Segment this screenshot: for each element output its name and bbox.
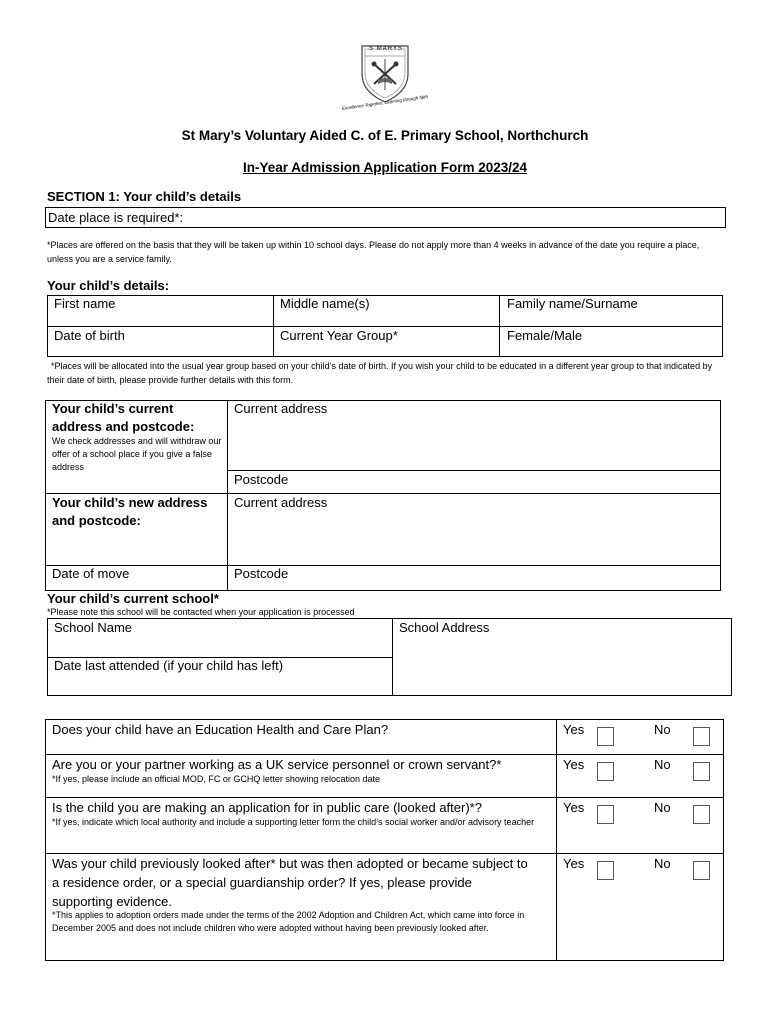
school-name: St Mary’s Voluntary Aided C. of E. Primary School, Northchurch bbox=[181, 128, 589, 143]
no-label: No bbox=[654, 856, 671, 871]
service-yes-checkbox[interactable] bbox=[597, 762, 614, 781]
date-required-field[interactable] bbox=[45, 207, 726, 228]
middle-names-field[interactable]: Middle name(s) bbox=[280, 296, 370, 311]
question-previously-looked-after: Was your child previously looked after* but was then adopted or became subject to a residence order, or a special guardianship order? If yes, please provide supporting evidence. bbox=[52, 856, 528, 909]
service-personnel-note: *If yes, please include an official MOD, FC or GCHQ letter showing relocation date bbox=[52, 774, 380, 784]
public-care-yes-checkbox[interactable] bbox=[597, 805, 614, 824]
no-label: No bbox=[654, 722, 671, 737]
section1-heading: SECTION 1: Your child’s details bbox=[47, 189, 242, 204]
new-address-heading: Your child’s new address and postcode: bbox=[52, 495, 208, 528]
year-group-field[interactable]: Current Year Group* bbox=[280, 328, 398, 343]
current-address-heading: Your child’s current address and postcode: bbox=[52, 401, 195, 434]
date-last-attended-field[interactable]: Date last attended (if your child has left) bbox=[54, 658, 284, 673]
logo-top-text: S MARYS bbox=[369, 46, 403, 52]
first-name-field[interactable]: First name bbox=[54, 296, 116, 311]
ehcp-yes-checkbox[interactable] bbox=[597, 727, 614, 746]
ehcp-no-checkbox[interactable] bbox=[693, 727, 710, 746]
question-service-personnel: Are you or your partner working as a UK service personnel or crown servant?* bbox=[52, 757, 502, 772]
public-care-no-checkbox[interactable] bbox=[693, 805, 710, 824]
school-name-field[interactable]: School Name bbox=[54, 620, 133, 635]
yes-label: Yes bbox=[563, 800, 585, 815]
new-postcode-field[interactable]: Postcode bbox=[234, 566, 289, 581]
date-required-label: Date place is required*: bbox=[48, 210, 184, 225]
yes-label: Yes bbox=[563, 856, 585, 871]
current-postcode-field[interactable]: Postcode bbox=[234, 472, 289, 487]
child-details-heading: Your child’s details: bbox=[47, 278, 170, 293]
school-logo bbox=[330, 40, 440, 120]
gender-field[interactable]: Female/Male bbox=[507, 328, 583, 343]
yes-label: Yes bbox=[563, 722, 585, 737]
public-care-note: *If yes, indicate which local authority and include a supporting letter form the child’s social worker and/or advisory teacher bbox=[52, 817, 535, 827]
service-no-checkbox[interactable] bbox=[693, 762, 710, 781]
places-note: *Places are offered on the basis that they will be taken up within 10 school days. Please do not apply more than 4 weeks in advance of the date you require a place, unless you are a service family. bbox=[47, 240, 700, 264]
previously-looked-after-note: *This applies to adoption orders made under the terms of the 2002 Adoption and Children Act, which came into force in December 2005 and does not include children who were adopted without having been previously looked after. bbox=[52, 910, 525, 933]
new-address-field[interactable]: Current address bbox=[234, 495, 328, 510]
false-address-warning: We check addresses and will withdraw our offer of a school place if you give a false address bbox=[52, 436, 222, 472]
yes-label: Yes bbox=[563, 757, 585, 772]
school-contact-note: *Please note this school will be contacted when your application is processed bbox=[47, 607, 355, 617]
year-group-note: *Places will be allocated into the usual year group based on your child’s date of birth. If you wish your child to be educated in a different year group to that indicated by their date of birth, please provide further details with this form. bbox=[47, 361, 713, 385]
date-of-move-field[interactable]: Date of move bbox=[52, 566, 130, 581]
dob-field[interactable]: Date of birth bbox=[54, 328, 125, 343]
looked-after-yes-checkbox[interactable] bbox=[597, 861, 614, 880]
school-address-field[interactable]: School Address bbox=[399, 620, 490, 635]
form-title: In-Year Admission Application Form 2023/24 bbox=[242, 160, 528, 175]
no-label: No bbox=[654, 757, 671, 772]
no-label: No bbox=[654, 800, 671, 815]
current-school-heading: Your child’s current school* bbox=[47, 591, 219, 606]
question-public-care: Is the child you are making an application for in public care (looked after)*? bbox=[52, 800, 482, 815]
family-name-field[interactable]: Family name/Surname bbox=[507, 296, 638, 311]
question-ehcp: Does your child have an Education Health and Care Plan? bbox=[52, 722, 389, 737]
logo-motto: Excellence Together, Learning through faith bbox=[341, 93, 429, 112]
current-address-field[interactable]: Current address bbox=[234, 401, 328, 416]
looked-after-no-checkbox[interactable] bbox=[693, 861, 710, 880]
